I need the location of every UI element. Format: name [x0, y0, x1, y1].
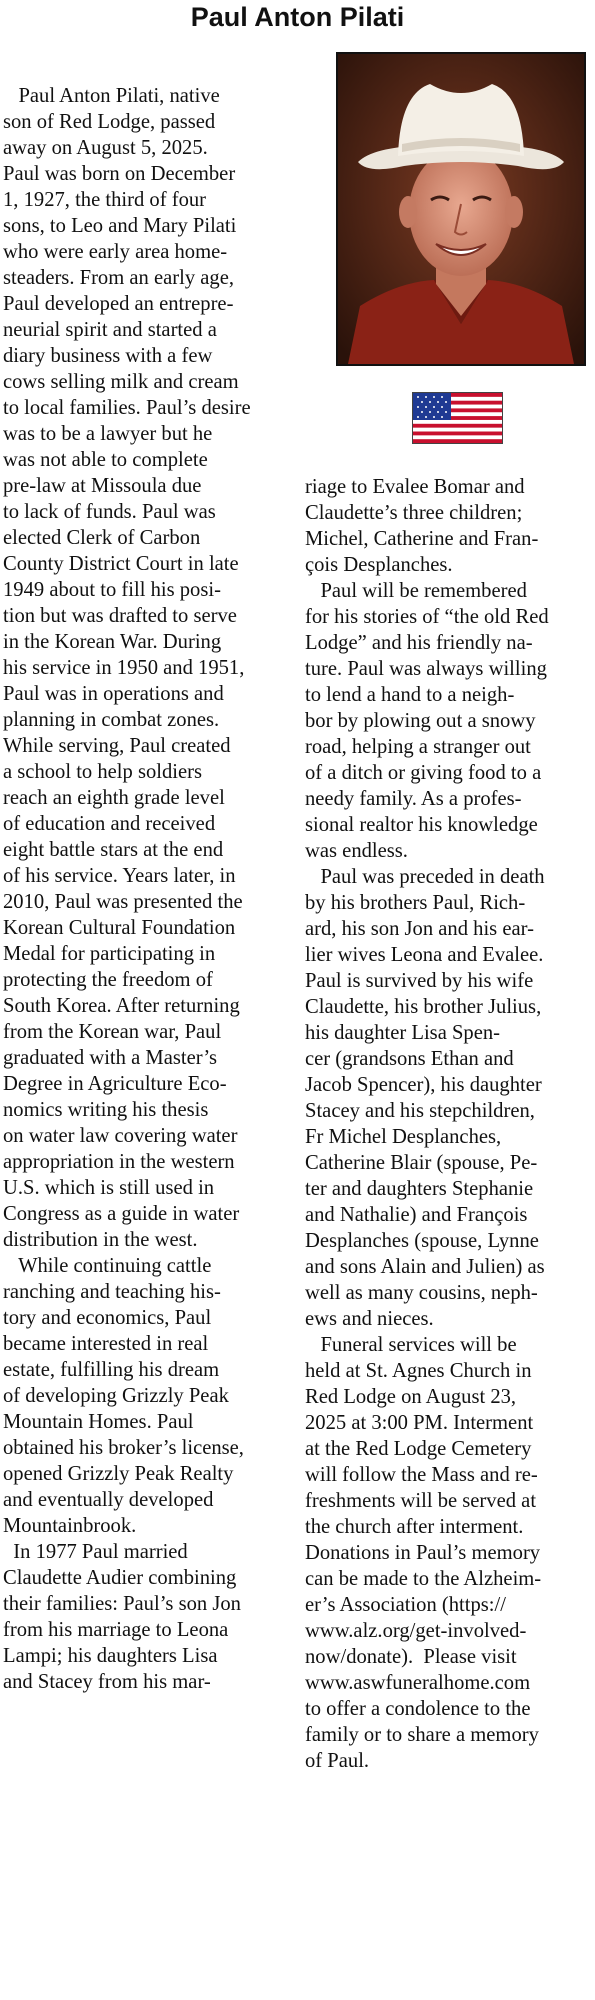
text-line: While continuing cattle	[3, 1255, 212, 1277]
text-line: his daughter Lisa Spen-	[305, 1022, 501, 1044]
text-line: was endless.	[305, 840, 408, 862]
portrait-photo	[336, 52, 586, 366]
text-line: Paul Anton Pilati, native	[3, 85, 220, 107]
text-line: planning in combat zones.	[3, 709, 220, 731]
text-line: opened Grizzly Peak Realty	[3, 1463, 234, 1485]
text-line: a school to help soldiers	[3, 761, 203, 783]
text-line: In 1977 Paul married	[3, 1541, 188, 1563]
text-line: their families: Paul’s son Jon	[3, 1593, 241, 1615]
text-line: Medal for participating in	[3, 943, 216, 965]
text-line: 1, 1927, the third of four	[3, 189, 207, 211]
text-line: ard, his son Jon and his ear-	[305, 918, 534, 940]
text-line: was not able to complete	[3, 449, 208, 471]
text-line: will follow the Mass and re-	[305, 1464, 538, 1486]
text-line: sons, to Leo and Mary Pilati	[3, 215, 237, 237]
text-line: of developing Grizzly Peak	[3, 1385, 229, 1407]
text-line: and Stacey from his mar-	[3, 1671, 211, 1693]
text-line: away on August 5, 2025.	[3, 137, 208, 159]
text-line: bor by plowing out a snowy	[305, 710, 536, 732]
text-line: Stacey and his stepchildren,	[305, 1100, 535, 1122]
text-line: who were early area home-	[3, 241, 228, 263]
text-line: ture. Paul was always willing	[305, 658, 547, 680]
text-line: tion but was drafted to serve	[3, 605, 237, 627]
text-line: cows selling milk and cream	[3, 371, 239, 393]
text-line: Michel, Catherine and Fran-	[305, 528, 539, 550]
text-line: to lend a hand to a neigh-	[305, 684, 515, 706]
text-line: Mountain Homes. Paul	[3, 1411, 194, 1433]
text-line: appropriation in the western	[3, 1151, 235, 1173]
text-line: Korean Cultural Foundation	[3, 917, 236, 939]
text-line: can be made to the Alzheim-	[305, 1568, 542, 1590]
text-line: became interested in real	[3, 1333, 209, 1355]
text-line: of education and received	[3, 813, 216, 835]
text-line: Donations in Paul’s memory	[305, 1542, 541, 1564]
text-line: road, helping a stranger out	[305, 736, 531, 758]
text-line: for his stories of “the old Red	[305, 606, 549, 628]
text-line: riage to Evalee Bomar and	[305, 476, 525, 498]
text-line: Claudette, his brother Julius,	[305, 996, 542, 1018]
text-line: distribution in the west.	[3, 1229, 198, 1251]
text-line: steaders. From an early age,	[3, 267, 235, 289]
text-line: to local families. Paul’s desire	[3, 397, 251, 419]
text-line: needy family. As a profes-	[305, 788, 522, 810]
obituary-left-column	[3, 83, 303, 1695]
text-line: Desplanches (spouse, Lynne	[305, 1230, 539, 1252]
text-line: elected Clerk of Carbon	[3, 527, 201, 549]
text-line: er’s Association (https://	[305, 1594, 506, 1616]
text-line: Paul was in operations and	[3, 683, 224, 705]
obituary-title: Paul Anton Pilati	[190, 2, 405, 32]
text-line: protecting the freedom of	[3, 969, 213, 991]
text-line: freshments will be served at	[305, 1490, 537, 1512]
text-line: and eventually developed	[3, 1489, 214, 1511]
text-line: cer (grandsons Ethan and	[305, 1048, 514, 1070]
text-line: from his marriage to Leona	[3, 1619, 229, 1641]
text-line: diary business with a few	[3, 345, 213, 367]
text-line: 2025 at 3:00 PM. Interment	[305, 1412, 534, 1434]
text-line: Lodge” and his friendly na-	[305, 632, 533, 654]
text-line: www.alz.org/get-involved-	[305, 1620, 527, 1642]
text-line: Catherine Blair (spouse, Pe-	[305, 1152, 538, 1174]
portrait-image	[338, 54, 584, 364]
text-line: and sons Alain and Julien) as	[305, 1256, 545, 1278]
text-line: eight battle stars at the end	[3, 839, 224, 861]
text-line: of his service. Years later, in	[3, 865, 236, 887]
text-line: South Korea. After returning	[3, 995, 240, 1017]
text-line: Congress as a guide in water	[3, 1203, 240, 1225]
text-line: was to be a lawyer but he	[3, 423, 213, 445]
text-line: Mountainbrook.	[3, 1515, 137, 1537]
text-line: lier wives Leona and Evalee.	[305, 944, 544, 966]
text-line: Jacob Spencer), his daughter	[305, 1074, 542, 1096]
text-line: Degree in Agriculture Eco-	[3, 1073, 227, 1095]
text-line: Paul will be remembered	[305, 580, 527, 602]
text-line: to lack of funds. Paul was	[3, 501, 216, 523]
text-line: of Paul.	[305, 1750, 370, 1772]
text-line: from the Korean war, Paul	[3, 1021, 222, 1043]
text-line: family or to share a memory	[305, 1724, 539, 1746]
text-line: Lampi; his daughters Lisa	[3, 1645, 218, 1667]
text-line: nomics writing his thesis	[3, 1099, 209, 1121]
text-line: www.aswfuneralhome.com	[305, 1672, 531, 1694]
text-line: Paul was born on December	[3, 163, 236, 185]
text-line: 2010, Paul was presented the	[3, 891, 243, 913]
text-line: of a ditch or giving food to a	[305, 762, 542, 784]
text-line: on water law covering water	[3, 1125, 238, 1147]
text-line: Paul is survived by his wife	[305, 970, 534, 992]
text-line: Claudette’s three children;	[305, 502, 523, 524]
text-line: son of Red Lodge, passed	[3, 111, 216, 133]
text-line: estate, fulfilling his dream	[3, 1359, 220, 1381]
text-line: to offer a condolence to the	[305, 1698, 531, 1720]
text-line: Claudette Audier combining	[3, 1567, 237, 1589]
text-line: tory and economics, Paul	[3, 1307, 212, 1329]
text-line: obtained his broker’s license,	[3, 1437, 244, 1459]
text-line: in the Korean War. During	[3, 631, 222, 653]
text-line: at the Red Lodge Cemetery	[305, 1438, 532, 1460]
text-line: ranching and teaching his-	[3, 1281, 221, 1303]
us-flag-icon	[412, 392, 503, 444]
text-line: Red Lodge on August 23,	[305, 1386, 517, 1408]
text-line: neurial spirit and started a	[3, 319, 217, 341]
text-line: ter and daughters Stephanie	[305, 1178, 534, 1200]
text-line: ews and nieces.	[305, 1308, 434, 1330]
text-line: Paul developed an entrepre-	[3, 293, 234, 315]
obituary-right-column	[305, 474, 595, 1774]
text-line: County District Court in late	[3, 553, 239, 575]
text-line: Paul was preceded in death	[305, 866, 545, 888]
text-line: pre-law at Missoula due	[3, 475, 202, 497]
text-line: U.S. which is still used in	[3, 1177, 215, 1199]
text-line: 1949 about to fill his posi-	[3, 579, 221, 601]
text-line: now/donate). Please visit	[305, 1646, 517, 1668]
text-line: his service in 1950 and 1951,	[3, 657, 245, 679]
text-line: graduated with a Master’s	[3, 1047, 218, 1069]
text-line: Fr Michel Desplanches,	[305, 1126, 502, 1148]
text-line: by his brothers Paul, Rich-	[305, 892, 526, 914]
text-line: Funeral services will be	[305, 1334, 517, 1356]
text-line: sional realtor his knowledge	[305, 814, 538, 836]
text-line: and Nathalie) and François	[305, 1204, 528, 1226]
text-line: well as many cousins, neph-	[305, 1282, 538, 1304]
text-line: çois Desplanches.	[305, 554, 453, 576]
text-line: held at St. Agnes Church in	[305, 1360, 532, 1382]
text-line: While serving, Paul created	[3, 735, 231, 757]
text-line: reach an eighth grade level	[3, 787, 225, 809]
text-line: the church after interment.	[305, 1516, 524, 1538]
